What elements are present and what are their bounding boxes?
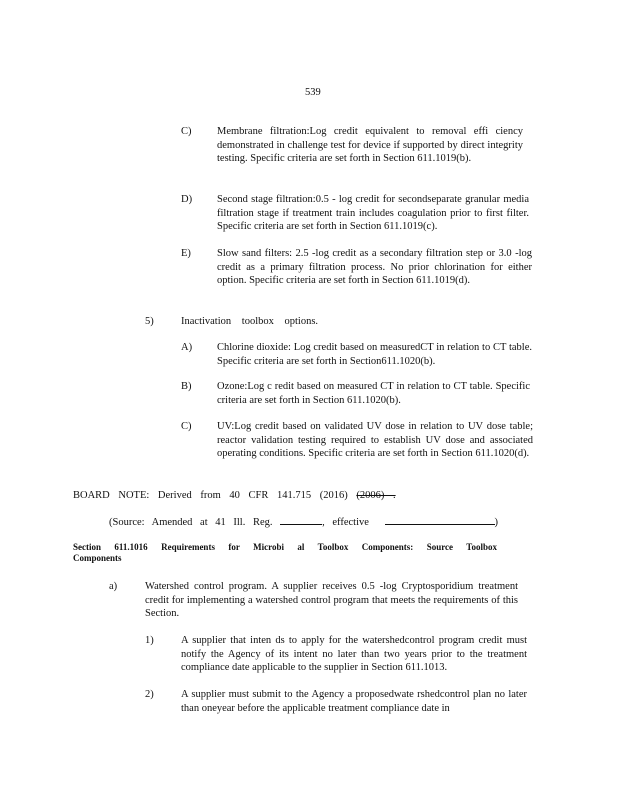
board-note-struck-text: (2006) . — [356, 490, 396, 501]
inactivation-heading: Inactivation toolbox options. — [181, 316, 319, 327]
submit-plan-paragraph: A supplier must submit to the Agency a proposedwate rshedcontrol plan no later than oneyear before the applicable treatment compliance date in — [181, 689, 527, 714]
second-stage-filtration-paragraph: Second stage filtration:0.5 - log credit for secondseparate granular media filtration stage if treatment train includes coagulation prior to first filter. Specific criteria are set forth in Section 611.1019(c). — [217, 194, 529, 232]
section-heading-line2: Components — [73, 553, 122, 563]
effective-date-blank — [385, 514, 495, 525]
slow-sand-filters-paragraph: Slow sand filters: 2.5 -log credit as a secondary filtration step or 3.0 -log credit as a primary filtration process. No prior chlorination for either option. Specific criteria are set forth in Section 611.1019(d). — [217, 248, 532, 286]
section-heading-line1: Section 611.1016 Requirements for Microbi al Toolbox Components: Source Toolbox — [73, 542, 497, 552]
watershed-paragraph: Watershed control program. A supplier receives 0.5 -log Cryptosporidium treatment credit for implementing a watershed control program that meets the requirements of this Section. — [145, 581, 518, 619]
uv-paragraph: UV:Log credit based on validated UV dose in relation to UV dose table; reactor validation testing required to establish UV dose and associated operating conditions. Specific criteria are set forth in Section 611.1020(d). — [217, 421, 533, 459]
item-label: C) — [181, 126, 192, 137]
section-heading — [73, 542, 497, 564]
board-note — [73, 489, 396, 503]
ozone-paragraph: Ozone:Log c redit based on measured CT in relation to CT table. Specific criteria are set forth in Section 611.1020(b). — [217, 381, 530, 406]
source-line — [109, 514, 498, 530]
item-label: B) — [181, 381, 192, 392]
membrane-filtration-paragraph: Membrane filtration:Log credit equivalent to removal effi ciency demonstrated in challenge test for device if supported by direct integrity testing. Specific criteria are set forth in Section 611.1019(b). — [217, 126, 523, 164]
source-middle: , effective — [322, 517, 369, 528]
notify-agency-paragraph: A supplier that inten ds to apply for the watershedcontrol program credit must notify the Agency of its intent no later than two years prior to the treatment compliance date applicable to the supplier in Section 611.1013. — [181, 635, 527, 673]
item-label: 1) — [145, 635, 154, 646]
item-label: a) — [109, 581, 118, 592]
item-label: 5) — [145, 316, 154, 327]
board-note-text: BOARD NOTE: Derived from 40 CFR 141.715 (2016) — [73, 490, 348, 501]
page-number: 539 — [305, 87, 321, 98]
item-label: D) — [181, 194, 193, 205]
source-suffix: ) — [494, 517, 499, 528]
item-label: 2) — [145, 689, 154, 700]
item-label: A) — [181, 342, 193, 353]
item-label: E) — [181, 248, 191, 259]
source-prefix: (Source: Amended at 41 Ill. Reg. — [109, 517, 273, 528]
register-blank — [280, 514, 322, 525]
chlorine-dioxide-paragraph: Chlorine dioxide: Log credit based on measuredCT in relation to CT table. Specific criteria are set forth in Section611.1020(b). — [217, 342, 532, 367]
item-label: C) — [181, 421, 192, 432]
